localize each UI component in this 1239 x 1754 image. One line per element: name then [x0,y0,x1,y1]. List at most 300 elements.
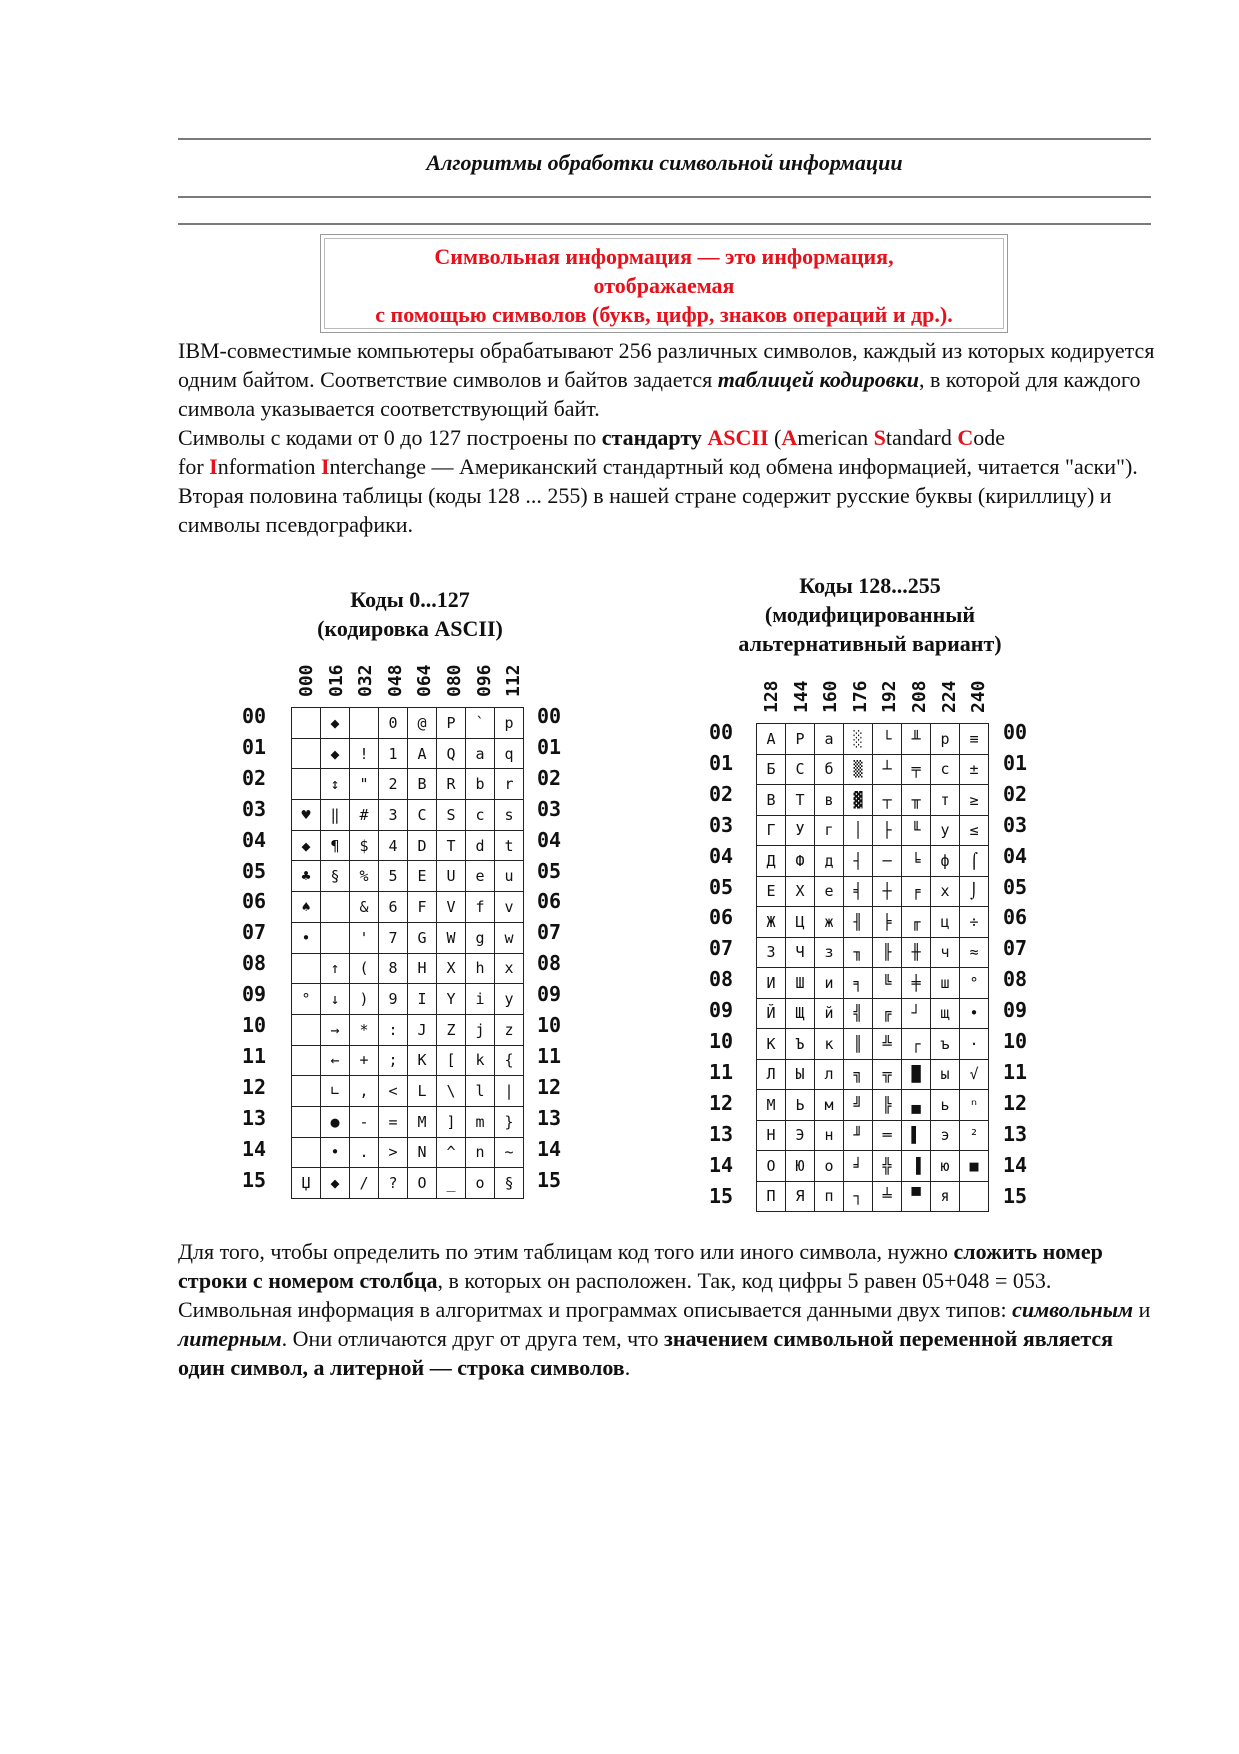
alt_table-cell: Ж [757,907,786,938]
alt_table-cell: ц [931,907,960,938]
alt_table-cell: ▀ [902,1181,931,1212]
ascii_table-row-label: 06 [537,889,562,914]
alt_table-cell: ╙ [902,815,931,846]
ascii_table-cell: → [321,1014,350,1045]
ascii_table-cell [292,708,321,739]
alt_table-cell: ╬ [873,1151,902,1182]
intro-merican: merican [797,425,874,450]
alt_table-row-09 [757,998,989,1029]
ascii_table-cell: G [408,922,437,953]
alt_table-cell: ├ [873,815,902,846]
alt_table-row-label: 11 [1003,1059,1028,1084]
alt_table-cell: ╥ [902,785,931,816]
alt_table-cell: й [815,998,844,1029]
ascii_table-cell: * [350,1014,379,1045]
ascii_table-cell: > [379,1137,408,1168]
alt_table-row-label: 06 [709,905,734,930]
alt_table-cell: ╡ [844,876,873,907]
ascii_table-column-header: 048 [384,664,406,697]
ascii_table-cell [350,708,379,739]
alt_table-cell: ┌ [902,1029,931,1060]
alt_table-cell: │ [844,815,873,846]
ascii_table-cell: ] [437,1106,466,1137]
alt_table-row-label: 06 [1003,905,1028,930]
ascii_table-row-04 [292,830,524,861]
alt_table-row-label: 05 [709,874,734,899]
outro-term-symbolic: символьным [1012,1297,1134,1322]
ascii_table-cell: ♥ [292,800,321,831]
intro-nformation: nformation [217,454,321,479]
alt_table-row-02 [757,785,989,816]
ascii_table-cell: Џ [292,1168,321,1199]
alt_table-row-label: 00 [1003,720,1028,744]
alt_table-row-label: 01 [709,750,734,775]
ascii_table-cell: ( [350,953,379,984]
ascii_table-row-label: 01 [242,734,267,759]
alt_table-cell: ж [815,907,844,938]
ascii_table-cell: ♠ [292,892,321,923]
alt_table-cell: Ъ [786,1029,815,1060]
alt_table-cell: Й [757,998,786,1029]
ascii_table-row-label: 15 [537,1167,562,1192]
alt_table-column-header: 176 [849,680,871,713]
alt_table-row-label: 08 [709,967,734,992]
ascii_table-cell [292,738,321,769]
alt_table-cell: л [815,1059,844,1090]
ascii_table-cell: ∟ [321,1076,350,1107]
ascii_table-row-label: 02 [242,765,267,790]
alt_table-cell: ┐ [844,1181,873,1212]
ascii_table-cell: ~ [495,1137,524,1168]
ascii_table-cell: ° [292,984,321,1015]
ascii_table-row-label: 07 [242,920,267,945]
intro-ascii: ASCII [707,425,769,450]
alt_table-cell: ≤ [960,815,989,846]
ascii_table-cell: j [466,1014,495,1045]
ascii_table-cell: ↓ [321,984,350,1015]
ascii_table-cell: ` [466,708,495,739]
ascii_table-cell: w [495,922,524,953]
alt-code-table [756,723,989,1212]
ascii_table-cell: ^ [437,1137,466,1168]
alt_table-cell: ┼ [873,876,902,907]
ascii_table-cell: • [321,1137,350,1168]
alt_table-cell: ▌ [902,1120,931,1151]
ascii_table-column-header: 000 [296,664,317,697]
alt_table-row-07 [757,937,989,968]
alt_table-cell: └ [873,724,902,755]
intro-nterchange: nterchange — Американский стандартный код обмена информацией, читается "аски"). Вторая половина таблицы (коды 128 ... 255) в нашей стране содержит русские буквы (кириллицу) и символы псевдографики. [178,454,1138,537]
ascii_table-row-06 [292,892,524,923]
ascii_table-cell [292,1106,321,1137]
alt_table-row-label: 03 [709,812,734,837]
ascii_table-cell: < [379,1076,408,1107]
ascii_table-cell [292,953,321,984]
alt_table-cell: В [757,785,786,816]
alt_table-row-label: 15 [1003,1183,1028,1208]
alt_table-cell: п [815,1181,844,1212]
alt_table-cell: ÷ [960,907,989,938]
outro-paragraph [178,1237,1158,1382]
alt_table-cell: ╟ [873,937,902,968]
intro-letter-s: S [873,425,886,450]
alt_table-cell: ■ [960,1151,989,1182]
ascii_table-cell: ♣ [292,861,321,892]
alt_table-cell: Т [786,785,815,816]
alt_table-cell: б [815,754,844,785]
ascii_table-cell: p [495,708,524,739]
alt_table-cell: ┬ [873,785,902,816]
page-header-title: Алгоритмы обработки символьной информации [426,150,903,175]
ascii_table-cell: @ [408,708,437,739]
intro-letter-a: A [781,425,798,450]
ascii_table-row-label: 03 [242,796,267,821]
ascii_table-row-label: 01 [537,734,562,759]
alt_table-cell: ┤ [844,846,873,877]
ascii_table-cell: % [350,861,379,892]
ascii_table-cell: X [437,953,466,984]
alt_table-row-01 [757,754,989,785]
ascii_table-cell: r [495,769,524,800]
ascii_table-cell: I [408,984,437,1015]
alt_table-cell: э [931,1120,960,1151]
alt_table-cell: П [757,1181,786,1212]
ascii_table-cell: ‖ [321,800,350,831]
alt_table-row-06 [757,907,989,938]
ascii_table-row-label: 10 [242,1013,267,1037]
ascii_table-cell: ↑ [321,953,350,984]
alt_table-cell: Э [786,1120,815,1151]
alt_table-cell: Ы [786,1059,815,1090]
ascii_table-cell: _ [437,1168,466,1199]
ascii_table-cell: P [437,708,466,739]
alt_table-column-header: 128 [761,680,782,713]
alt_table-cell: ╔ [873,998,902,1029]
alt_table-row-label: 14 [709,1152,734,1177]
alt_table-row-label: 09 [709,998,734,1023]
alt_table-cell: ╨ [902,724,931,755]
alt_table-column-header: 160 [820,680,842,713]
ascii_table-cell: J [408,1014,437,1045]
intro-paren: ( [768,425,782,450]
ascii_table-cell: q [495,738,524,769]
ascii_table-cell: 8 [379,953,408,984]
alt_table-row-label: 00 [709,720,734,744]
alt_table-cell: М [757,1090,786,1121]
ascii_table-row-label: 04 [242,827,267,852]
ascii_table-cell: : [379,1014,408,1045]
alt_table-row-label: 10 [709,1029,734,1053]
ascii_table-row-01 [292,738,524,769]
section-rule [178,223,1151,225]
ascii_table-row-label: 08 [537,951,562,976]
alt_table-cell: █ [902,1059,931,1090]
alt_table-row-label: 01 [1003,750,1028,775]
alt_table-cell: Ю [786,1151,815,1182]
ascii_table-cell: C [408,800,437,831]
alt_table-row-08 [757,968,989,999]
ascii_table-cell: ◆ [321,738,350,769]
ascii_table-row-09 [292,984,524,1015]
alt_table-row-03 [757,815,989,846]
ascii_table-cell: ¶ [321,830,350,861]
alt_table-cell: Ц [786,907,815,938]
alt_table-cell: Н [757,1120,786,1151]
ascii_table-cell: ' [350,922,379,953]
alt_table-cell: с [931,754,960,785]
ascii_table-cell [292,1137,321,1168]
ascii_table-cell: e [466,861,495,892]
alt_table-cell: в [815,785,844,816]
ascii_table-cell [292,1045,321,1076]
ascii_table-cell: U [437,861,466,892]
alt_table-cell: К [757,1029,786,1060]
outro-rule-bold: сложить номер строки с номером столбца [178,1239,1103,1293]
alt_table-cell: ┴ [873,754,902,785]
ascii_table-cell: 0 [379,708,408,739]
alt-title-line-2: (модифицированный [764,602,976,627]
alt_table-row-label: 02 [1003,781,1028,806]
alt_table-row-label: 13 [709,1121,734,1146]
alt_table-cell: ю [931,1151,960,1182]
alt_table-cell: ▄ [902,1090,931,1121]
alt_table-cell: ╠ [873,1090,902,1121]
ascii_table-cell: y [495,984,524,1015]
alt_table-cell: ╘ [902,846,931,877]
definition-line-3: с помощью символов (букв, цифр, знаков операций и др.). [375,302,953,327]
ascii_table-row-label: 03 [537,796,562,821]
ascii_table-cell: K [408,1045,437,1076]
ascii_table-cell: L [408,1076,437,1107]
alt_table-column-header: 224 [938,680,960,713]
ascii_table-cell: c [466,800,495,831]
alt_table-row-label: 11 [709,1059,734,1084]
ascii-title-line-2: (кодировка ASCII) [317,616,503,641]
ascii_table-row-label: 05 [242,858,267,883]
ascii_table-cell [321,922,350,953]
alt_table-row-label: 04 [709,843,734,868]
alt_table-cell: к [815,1029,844,1060]
alt_table-column-header: 144 [790,680,812,713]
alt_table-cell: ║ [844,1029,873,1060]
alt_table-row-label: 08 [1003,967,1028,992]
ascii_table-cell: 7 [379,922,408,953]
ascii_table-cell: i [466,984,495,1015]
alt_table-row-label: 13 [1003,1121,1028,1146]
ascii_table-column-header: 064 [414,664,436,697]
ascii_table-cell: E [408,861,437,892]
ascii_table-cell: 9 [379,984,408,1015]
ascii-code-table [291,707,524,1199]
alt_table-cell: р [931,724,960,755]
ascii_table-cell: H [408,953,437,984]
ascii_table-cell: ; [379,1045,408,1076]
ascii_table-cell [292,1076,321,1107]
ascii_table-cell: " [350,769,379,800]
intro-paragraph [178,336,1158,539]
ascii_table-cell [292,1014,321,1045]
ascii_table-cell: R [437,769,466,800]
ascii_table-cell: k [466,1045,495,1076]
alt_table-row-11 [757,1059,989,1090]
ascii_table-cell: - [350,1106,379,1137]
ascii_table-cell: f [466,892,495,923]
alt_table-cell: И [757,968,786,999]
alt_table-row-15 [757,1181,989,1212]
alt_table-cell: ╛ [844,1151,873,1182]
ascii_table-cell: ? [379,1168,408,1199]
alt_table-row-14 [757,1151,989,1182]
ascii_table-row-label: 12 [242,1074,267,1099]
alt_table-cell: г [815,815,844,846]
ascii-title-line-1: Коды 0...127 [350,587,470,612]
ascii_table-cell: § [321,861,350,892]
alt_table-cell: ╗ [844,1059,873,1090]
alt_table-cell: ▒ [844,754,873,785]
ascii_table-cell: 6 [379,892,408,923]
ascii_table-cell: , [350,1076,379,1107]
alt_table-cell: ы [931,1059,960,1090]
alt_table-cell: ╖ [844,937,873,968]
alt_table-cell: ч [931,937,960,968]
alt_table-cell: Х [786,876,815,907]
alt_table-cell: Е [757,876,786,907]
ascii_table-cell: a [466,738,495,769]
alt_table-cell: д [815,846,844,877]
alt_table-cell: м [815,1090,844,1121]
outro-term-literal: литерным [178,1326,282,1351]
ascii_table-cell: V [437,892,466,923]
ascii_table-row-label: 11 [242,1043,267,1068]
ascii_table-row-03 [292,800,524,831]
ascii_table-cell: ● [321,1106,350,1137]
intro-standard-word: стандарту [601,425,702,450]
ascii_table-cell: m [466,1106,495,1137]
intro-text-2: Символы с кодами от 0 до 127 построены по [178,425,602,450]
ascii_table-row-label: 13 [242,1105,267,1130]
alt_table-cell: Ч [786,937,815,968]
ascii_table-column-header: 080 [444,664,465,697]
alt_table-row-label: 07 [709,936,734,961]
alt_table-cell: Я [786,1181,815,1212]
definition-line-1: Символьная информация — это информация, [434,244,894,269]
alt-table-title [700,571,1040,658]
alt_table-cell: ╩ [873,1029,902,1060]
alt_table-cell: √ [960,1059,989,1090]
alt_table-cell: ╚ [873,968,902,999]
ascii_table-cell: 5 [379,861,408,892]
ascii_table-cell: Z [437,1014,466,1045]
ascii_table-row-label: 04 [537,827,562,852]
alt_table-cell: ╞ [873,907,902,938]
ascii_table-cell: h [466,953,495,984]
intro-text-1-end: , в которой для каждого символа указывается соответствующий байт. [178,367,1141,421]
ascii_table-cell: Y [437,984,466,1015]
alt_table-row-label: 02 [709,781,734,806]
alt_table-cell: ░ [844,724,873,755]
ascii_table-row-14 [292,1137,524,1168]
alt_table-cell: ╣ [844,998,873,1029]
ascii_table-row-05 [292,861,524,892]
alt_table-cell: ╕ [844,968,873,999]
ascii_table-cell: ◆ [321,708,350,739]
outro-text-3: Для того, чтобы определить по этим таблицам код того или иного символа, нужно [178,1239,954,1264]
alt_table-row-10 [757,1029,989,1060]
ascii_table-cell: n [466,1137,495,1168]
ascii_table-cell [292,769,321,800]
ascii_table-row-label: 07 [537,920,562,945]
ascii_table-row-label: 00 [537,704,562,728]
alt_table-cell: ╒ [902,876,931,907]
outro-text-4: Символьная информация в алгоритмах и программах описывается данными двух типов: [178,1297,1013,1322]
ascii_table-cell: z [495,1014,524,1045]
alt_table-row-04 [757,846,989,877]
ascii_table-cell: ↕ [321,769,350,800]
ascii_table-cell: T [437,830,466,861]
intro-tandard: tandard [885,425,958,450]
ascii_table-cell: $ [350,830,379,861]
ascii_table-cell: } [495,1106,524,1137]
ascii_table-cell: x [495,953,524,984]
alt_table-cell: С [786,754,815,785]
ascii_table-cell: ← [321,1045,350,1076]
alt_table-cell: ь [931,1090,960,1121]
ascii_table-row-label: 15 [242,1167,267,1192]
definition-box [320,234,1008,333]
ascii_table-cell: M [408,1106,437,1137]
ascii_table-cell: # [350,800,379,831]
ascii_table-cell: O [408,1168,437,1199]
ascii_table-cell: D [408,830,437,861]
alt_table-row-00 [757,724,989,755]
alt-title-line-1: Коды 128...255 [799,573,941,598]
ascii_table-cell: . [350,1137,379,1168]
alt_table-cell: ╓ [902,907,931,938]
ascii_table-row-11 [292,1045,524,1076]
ascii_table-cell: \ [437,1076,466,1107]
alt_table-cell: ⌠ [960,846,989,877]
ascii_table-cell: N [408,1137,437,1168]
ascii_table-cell: d [466,830,495,861]
ascii_table-cell: F [408,892,437,923]
ascii_table-row-15 [292,1168,524,1199]
ascii_table-cell: B [408,769,437,800]
ascii_table-row-00 [292,708,524,739]
ascii_table-cell: [ [437,1045,466,1076]
ascii_table-row-08 [292,953,524,984]
ascii_table-cell: + [350,1045,379,1076]
outro-text-4-mid: . Они отличаются друг от друга тем, что [281,1326,665,1351]
header-bottom-rule [178,196,1151,198]
ascii_table-cell: 3 [379,800,408,831]
intro-letter-i-2: I [320,454,330,479]
alt_table-cell: ═ [873,1120,902,1151]
alt_table-cell: а [815,724,844,755]
alt_table-cell: Б [757,754,786,785]
ascii_table-row-label: 10 [537,1013,562,1037]
alt_table-cell: у [931,815,960,846]
ascii_table-cell: g [466,922,495,953]
alt_table-row-label: 05 [1003,874,1028,899]
alt_table-cell: ▓ [844,785,873,816]
alt_table-row-label: 12 [1003,1090,1028,1115]
alt_table-row-12 [757,1090,989,1121]
intro-letter-i: I [209,454,218,479]
alt_table-row-label: 10 [1003,1029,1028,1053]
ascii_table-column-header: 016 [325,664,347,697]
alt_table-cell: А [757,724,786,755]
alt_table-cell: З [757,937,786,968]
